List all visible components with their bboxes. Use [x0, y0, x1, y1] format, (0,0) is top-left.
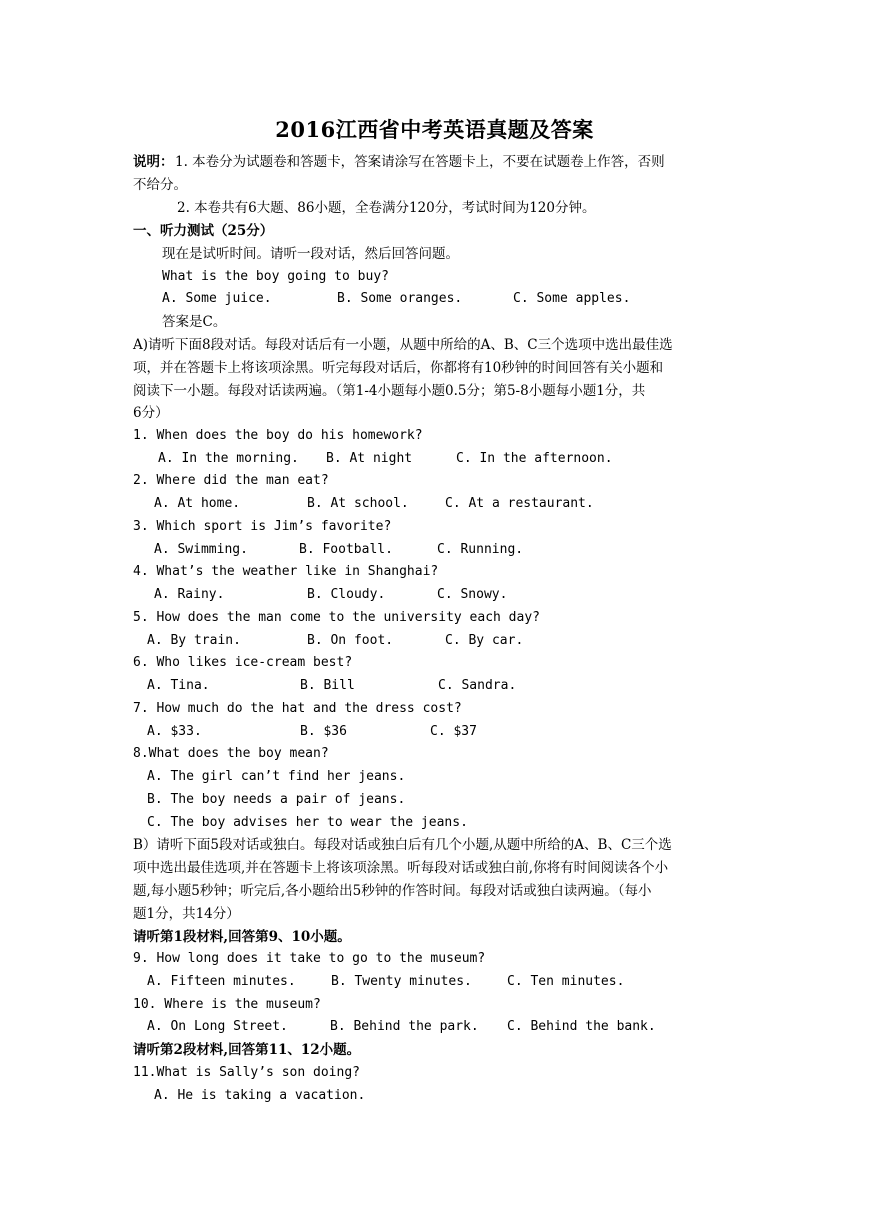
trial-option-a: A. Some juice. — [162, 291, 272, 306]
q4-option-a: A. Rainy. — [154, 587, 225, 602]
page-title: 2016江西省中考英语真题及答案 — [275, 117, 594, 142]
q9-option-c: C. Ten minutes. — [507, 974, 625, 989]
q5-option-c: C. By car. — [445, 633, 524, 648]
q4-option-b: B. Cloudy. — [307, 587, 386, 602]
q3-option-c: C. Running. — [437, 542, 524, 557]
q2-option-a: A. At home. — [154, 496, 241, 511]
part-b-instructions: B）请听下面5段对话或独白。每段对话或独白后有几个小题,从题中所给的A、B、C三个选 — [133, 837, 672, 853]
q5-option-a: A. By train. — [147, 633, 241, 648]
part-a-instructions: 项，并在答题卡上将该项涂黑。听完每段对话后，你都将有10秒钟的时间回答有关小题和 — [133, 360, 664, 376]
q1-option-b: B. At night — [326, 451, 413, 466]
part-b-instructions: 项中选出最佳选项,并在答题卡上将该项涂黑。听每段对话或独白前,你将有时间阅读各个小 — [133, 860, 669, 876]
q1-option-a: A. In the morning. — [158, 451, 299, 466]
q2-option-c: C. At a restaurant. — [445, 496, 594, 511]
q7-option-c: C. $37 — [430, 724, 477, 739]
question-3: 3. Which sport is Jim’s favorite? — [133, 519, 392, 534]
q10-option-c: C. Behind the bank. — [507, 1019, 656, 1034]
part-a-instructions: 阅读下一小题。每段对话读两遍。（第1-4小题每小题0.5分；第5-8小题每小题1分，共 — [133, 383, 646, 399]
section-heading: 一、听力测试（25分） — [133, 223, 274, 239]
question-9: 9. How long does it take to go to the museum? — [133, 951, 486, 966]
instruction-1-cont: 不给分。 — [133, 177, 187, 193]
question-6: 6. Who likes ice-cream best? — [133, 655, 353, 670]
part-b-instructions: 题,每小题5秒钟；听完后,各小题给出5秒钟的作答时间。每段对话或独白读两遍。（每小 — [133, 883, 652, 899]
question-4: 4. What’s the weather like in Shanghai? — [133, 564, 439, 579]
trial-option-c: C. Some apples. — [513, 291, 631, 306]
q10-option-a: A. On Long Street. — [147, 1019, 288, 1034]
question-1: 1. When does the boy do his homework? — [133, 428, 423, 443]
q9-option-b: B. Twenty minutes. — [331, 974, 472, 989]
instruction-1: 1. 本卷分为试题卷和答题卡，答案请涂写在答题卡上，不要在试题卷上作答，否则 — [175, 154, 665, 170]
q11-option-a: A. He is taking a vacation. — [154, 1088, 366, 1103]
q10-option-b: B. Behind the park. — [330, 1019, 479, 1034]
question-5: 5. How does the man come to the university each day? — [133, 610, 540, 625]
q6-option-c: C. Sandra. — [438, 678, 517, 693]
part-a-instructions: A)请听下面8段对话。每段对话后有一小题，从题中所给的A、B、C三个选项中选出最佳选 — [133, 337, 673, 353]
question-11: 11.What is Sally’s son doing? — [133, 1065, 360, 1080]
question-2: 2. Where did the man eat? — [133, 473, 329, 488]
q8-option-a: A. The girl can’t find her jeans. — [147, 769, 406, 784]
question-7: 7. How much do the hat and the dress cost? — [133, 701, 462, 716]
q1-option-c: C. In the afternoon. — [456, 451, 613, 466]
q6-option-a: A. Tina. — [147, 678, 210, 693]
material-1-heading: 请听第1段材料,回答第9、10小题。 — [133, 929, 351, 945]
q5-option-b: B. On foot. — [307, 633, 394, 648]
q7-option-b: B. $36 — [300, 724, 347, 739]
question-8: 8.What does the boy mean? — [133, 746, 329, 761]
q8-option-c: C. The boy advises her to wear the jeans. — [147, 815, 468, 830]
question-10: 10. Where is the museum? — [133, 997, 321, 1012]
q7-option-a: A. $33. — [147, 724, 202, 739]
material-2-heading: 请听第2段材料,回答第11、12小题。 — [133, 1042, 361, 1058]
q3-option-a: A. Swimming. — [154, 542, 248, 557]
instructions-label: 说明： — [133, 154, 174, 170]
q6-option-b: B. Bill — [300, 678, 355, 693]
trial-answer: 答案是C。 — [162, 314, 227, 330]
part-a-instructions: 6分） — [133, 405, 169, 421]
q9-option-a: A. Fifteen minutes. — [147, 974, 296, 989]
trial-question: What is the boy going to buy? — [162, 269, 389, 284]
q4-option-c: C. Snowy. — [437, 587, 508, 602]
part-b-instructions: 题1分，共14分） — [133, 906, 240, 922]
q8-option-b: B. The boy needs a pair of jeans. — [147, 792, 406, 807]
instruction-2: 2. 本卷共有6大题、86小题，全卷满分120分，考试时间为120分钟。 — [177, 200, 596, 216]
trial-option-b: B. Some oranges. — [337, 291, 463, 306]
q3-option-b: B. Football. — [299, 542, 393, 557]
q2-option-b: B. At school. — [307, 496, 409, 511]
trial-intro: 现在是试听时间。请听一段对话，然后回答问题。 — [162, 246, 459, 262]
